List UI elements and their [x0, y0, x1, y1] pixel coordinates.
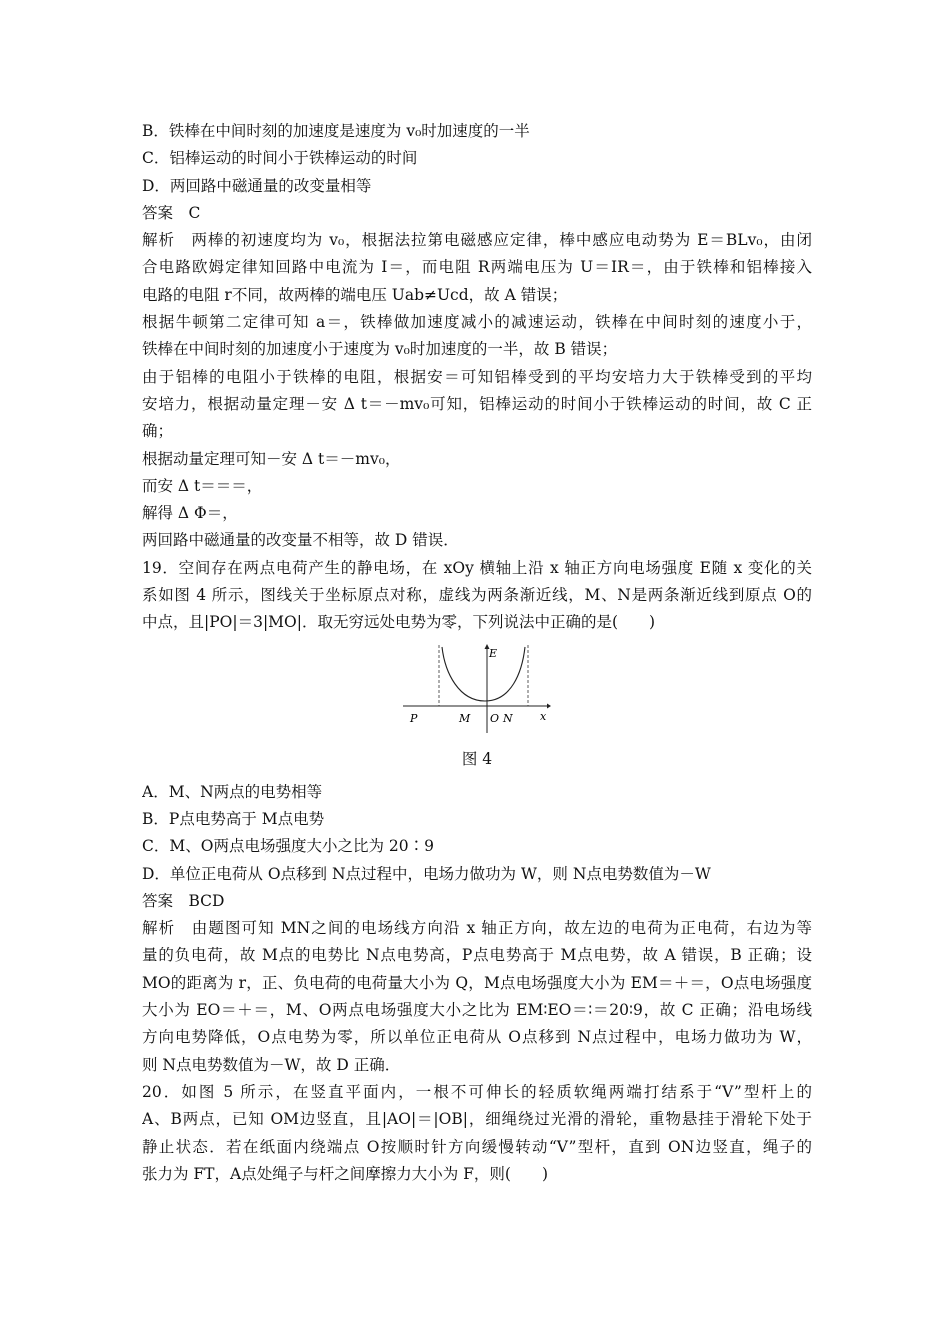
- answer-line: 答案 BCD: [142, 891, 225, 910]
- point-m-label: M: [459, 711, 471, 725]
- question-20-line: A、B两点，已知 OM边竖直，且|AO|＝|OB|，细绳绕过光滑的滑轮，重物悬挂于滑轮下处于: [142, 1110, 812, 1129]
- analysis-line: 而安 Δ t＝＝＝，: [142, 476, 263, 495]
- analysis-line: 解析 两棒的初速度均为 v₀，根据法拉第电磁感应定律，棒中感应电动势为 E＝BLv₀，由闭: [142, 231, 812, 250]
- analysis-line: 铁棒在中间时刻的加速度小于速度为 v₀时加速度的一半，故 B 错误；: [142, 340, 618, 359]
- analysis-line: 根据牛顿第二定律可知 a＝，铁棒做加速度减小的减速运动，铁棒在中间时刻的速度小于，: [142, 313, 812, 332]
- option-d-line: D．两回路中磁通量的改变量相等: [142, 176, 372, 195]
- document-content: [142, 118, 812, 1188]
- question-20-line: 静止状态．若在纸面内绕端点 O按顺时针方向缓慢转动“V”型杆，直到 ON边竖直，绳子的: [142, 1137, 812, 1156]
- question-20-line: 20．如图 5 所示，在竖直平面内，一根不可伸长的轻质软绳两端打结系于“V”型杆上的: [142, 1082, 812, 1101]
- field-graph: [401, 643, 551, 737]
- analysis-line: 解析 由题图可知 MN之间的电场线方向沿 x 轴正方向，故左边的电荷为正电荷，右边为等: [142, 919, 812, 938]
- point-n-label: N: [503, 711, 513, 725]
- point-p-label: P: [410, 711, 418, 725]
- analysis-line: 安培力，根据动量定理－安 Δ t＝－mv₀可知，铝棒运动的时间小于铁棒运动的时间，故 C 正: [142, 394, 812, 413]
- option-d-line: D．单位正电荷从 O点移到 N点过程中，电场力做功为 W，则 N点电势数值为－W: [142, 864, 711, 883]
- y-axis-label: E: [489, 646, 498, 660]
- analysis-line: 解得 Δ Φ＝，: [142, 504, 238, 523]
- question-19-line: 中点，且|PO|＝3|MO|．取无穷远处电势为零，下列说法中正确的是( ): [142, 613, 656, 632]
- option-c-line: C．M、O两点电场强度大小之比为 20∶9: [142, 837, 434, 856]
- analysis-line: MO的距离为 r，正、负电荷的电荷量大小为 Q，M点电场强度大小为 EM＝＋＝，O点电场强度: [142, 973, 812, 992]
- option-b-line: B．P点电势高于 M点电势: [142, 809, 325, 828]
- analysis-line: 由于铝棒的电阻小于铁棒的电阻，根据安＝可知铝棒受到的平均安培力大于铁棒受到的平均: [142, 367, 812, 386]
- option-a-line: A．M、N两点的电势相等: [142, 782, 323, 801]
- question-19-line: 系如图 4 所示，图线关于坐标原点对称，虚线为两条渐近线，M、N是两条渐近线到原点 O的: [142, 586, 812, 605]
- x-axis-label: x: [540, 709, 547, 723]
- point-o-label: O: [490, 711, 500, 725]
- analysis-line: 大小为 EO＝＋＝，M、O两点电场强度大小之比为 EM∶EO＝∶＝20∶9，故 C 正确；沿电场线: [142, 1001, 812, 1020]
- analysis-line: 电路的电阻 r不同，故两棒的端电压 Uab≠Ucd，故 A 错误；: [142, 285, 568, 304]
- analysis-line: 方向电势降低，O点电势为零，所以单位正电荷从 O点移到 N点过程中，电场力做功为 W，: [142, 1028, 812, 1047]
- analysis-line: 确；: [142, 422, 174, 441]
- option-c-line: C．铝棒运动的时间小于铁棒运动的时间: [142, 149, 418, 168]
- question-20-line: 张力为 FT，A点处绳子与杆之间摩擦力大小为 F，则( ): [142, 1164, 548, 1183]
- option-b-line: B．铁棒在中间时刻的加速度是速度为 v₀时加速度的一半: [142, 122, 530, 140]
- figure-4: [142, 643, 812, 739]
- analysis-line: 根据动量定理可知－安 Δ t＝－mv₀，: [142, 449, 401, 468]
- analysis-line: 合电路欧姆定律知回路中电流为 I＝，而电阻 R两端电压为 U＝IR＝，由于铁棒和铝棒接入: [142, 258, 812, 277]
- figure-caption: 图 4: [461, 749, 493, 768]
- question-19-line: 19．空间存在两点电荷产生的静电场，在 xOy 横轴上沿 x 轴正方向电场强度 E随 x 变化的关: [142, 558, 812, 577]
- field-curve: [442, 647, 525, 701]
- analysis-line: 两回路中磁通量的改变量不相等，故 D 错误．: [142, 531, 459, 550]
- analysis-line: 则 N点电势数值为－W，故 D 正确．: [142, 1055, 401, 1074]
- analysis-line: 量的负电荷，故 M点的电势比 N点电势高，P点电势高于 M点电势，故 A 错误，B 正确；设: [142, 946, 812, 965]
- x-axis-arrow: [547, 703, 551, 708]
- answer-line: 答案 C: [142, 203, 201, 222]
